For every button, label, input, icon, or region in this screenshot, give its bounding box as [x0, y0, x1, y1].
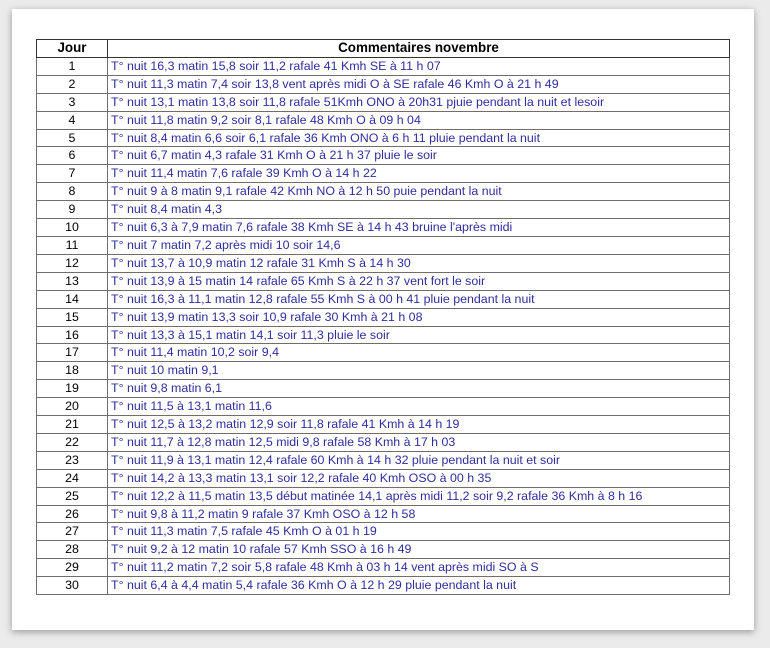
table-row [37, 93, 730, 111]
day-cell: 24 [37, 469, 108, 487]
comment-cell: T° nuit 13,1 matin 13,8 soir 11,8 rafale 51Kmh ONO à 20h31 pjuie pendant la nuit et lesoir [108, 93, 730, 111]
table-row [37, 165, 730, 183]
day-cell: 29 [37, 559, 108, 577]
comment-cell: T° nuit 6,4 à 4,4 matin 5,4 rafale 36 Kmh O à 12 h 29 pluie pendant la nuit [108, 577, 730, 595]
day-cell: 13 [37, 272, 108, 290]
table-row [37, 362, 730, 380]
table-body [37, 57, 730, 594]
comment-cell: T° nuit 6,7 matin 4,3 rafale 31 Kmh O à 21 h 37 pluie le soir [108, 147, 730, 165]
comment-cell: T° nuit 11,4 matin 7,6 rafale 39 Kmh O à 14 h 22 [108, 165, 730, 183]
day-cell: 18 [37, 362, 108, 380]
comment-cell: T° nuit 11,3 matin 7,5 rafale 45 Kmh O à 01 h 19 [108, 523, 730, 541]
day-cell: 19 [37, 380, 108, 398]
day-cell: 30 [37, 577, 108, 595]
day-cell: 6 [37, 147, 108, 165]
table-row [37, 577, 730, 595]
comment-cell: T° nuit 14,2 à 13,3 matin 13,1 soir 12,2 rafale 40 Kmh OSO à 00 h 35 [108, 469, 730, 487]
comment-cell: T° nuit 8,4 matin 6,6 soir 6,1 rafale 36 Kmh ONO à 6 h 11 pluie pendant la nuit [108, 129, 730, 147]
table-row [37, 129, 730, 147]
comment-cell: T° nuit 9,2 à 12 matin 10 rafale 57 Kmh SSO à 16 h 49 [108, 541, 730, 559]
table-row [37, 308, 730, 326]
day-cell: 1 [37, 57, 108, 75]
day-cell: 9 [37, 201, 108, 219]
day-cell: 3 [37, 93, 108, 111]
table-row [37, 201, 730, 219]
day-cell: 21 [37, 416, 108, 434]
day-cell: 17 [37, 344, 108, 362]
day-cell: 4 [37, 111, 108, 129]
weather-comments-table [36, 39, 730, 595]
comment-cell: T° nuit 13,9 matin 13,3 soir 10,9 rafale 30 Kmh à 21 h 08 [108, 308, 730, 326]
table-row [37, 254, 730, 272]
day-cell: 28 [37, 541, 108, 559]
table-row [37, 326, 730, 344]
table-row [37, 416, 730, 434]
comment-cell: T° nuit 11,2 matin 7,2 soir 5,8 rafale 48 Kmh à 03 h 14 vent après midi SO à S [108, 559, 730, 577]
table-row [37, 380, 730, 398]
comment-cell: T° nuit 9,8 matin 6,1 [108, 380, 730, 398]
day-cell: 20 [37, 398, 108, 416]
table-row [37, 398, 730, 416]
table-row [37, 541, 730, 559]
comment-cell: T° nuit 16,3 matin 15,8 soir 11,2 rafale 41 Kmh SE à 11 h 07 [108, 57, 730, 75]
table-row [37, 559, 730, 577]
day-cell: 26 [37, 505, 108, 523]
table-row [37, 75, 730, 93]
table-row [37, 451, 730, 469]
day-cell: 15 [37, 308, 108, 326]
day-cell: 11 [37, 236, 108, 254]
comment-cell: T° nuit 11,5 à 13,1 matin 11,6 [108, 398, 730, 416]
day-cell: 23 [37, 451, 108, 469]
comment-cell: T° nuit 9 à 8 matin 9,1 rafale 42 Kmh NO à 12 h 50 puie pendant la nuit [108, 183, 730, 201]
day-cell: 7 [37, 165, 108, 183]
comment-cell: T° nuit 9,8 à 11,2 matin 9 rafale 37 Kmh OSO à 12 h 58 [108, 505, 730, 523]
day-cell: 5 [37, 129, 108, 147]
comment-cell: T° nuit 7 matin 7,2 après midi 10 soir 14,6 [108, 236, 730, 254]
table-row [37, 236, 730, 254]
comment-cell: T° nuit 13,9 à 15 matin 14 rafale 65 Kmh S à 22 h 37 vent fort le soir [108, 272, 730, 290]
comment-cell: T° nuit 13,7 à 10,9 matin 12 rafale 31 Kmh S à 14 h 30 [108, 254, 730, 272]
comment-cell: T° nuit 11,9 à 13,1 matin 12,4 rafale 60 Kmh à 14 h 32 pluie pendant la nuit et soir [108, 451, 730, 469]
table-row [37, 505, 730, 523]
table-row [37, 111, 730, 129]
table-row [37, 469, 730, 487]
day-cell: 10 [37, 219, 108, 237]
table-row [37, 487, 730, 505]
comment-cell: T° nuit 13,3 à 15,1 matin 14,1 soir 11,3 pluie le soir [108, 326, 730, 344]
table-row [37, 183, 730, 201]
table-row [37, 433, 730, 451]
comment-cell: T° nuit 10 matin 9,1 [108, 362, 730, 380]
table-row [37, 290, 730, 308]
table-row [37, 219, 730, 237]
day-cell: 14 [37, 290, 108, 308]
day-cell: 27 [37, 523, 108, 541]
comment-cell: T° nuit 6,3 à 7,9 matin 7,6 rafale 38 Kmh SE à 14 h 43 bruine l'après midi [108, 219, 730, 237]
table-row [37, 523, 730, 541]
comment-cell: T° nuit 11,8 matin 9,2 soir 8,1 rafale 48 Kmh O à 09 h 04 [108, 111, 730, 129]
header-day: Jour [37, 40, 108, 58]
document-page [12, 9, 754, 630]
day-cell: 16 [37, 326, 108, 344]
comment-cell: T° nuit 11,4 matin 10,2 soir 9,4 [108, 344, 730, 362]
day-cell: 8 [37, 183, 108, 201]
comment-cell: T° nuit 11,3 matin 7,4 soir 13,8 vent après midi O à SE rafale 46 Kmh O à 21 h 49 [108, 75, 730, 93]
table-row [37, 57, 730, 75]
comment-cell: T° nuit 11,7 à 12,8 matin 12,5 midi 9,8 rafale 58 Kmh à 17 h 03 [108, 433, 730, 451]
comment-cell: T° nuit 12,2 à 11,5 matin 13,5 début matinée 14,1 après midi 11,2 soir 9,2 rafale 36 Kmh à 8 h 16 [108, 487, 730, 505]
table-row [37, 272, 730, 290]
day-cell: 2 [37, 75, 108, 93]
header-row [37, 40, 730, 58]
day-cell: 12 [37, 254, 108, 272]
comment-cell: T° nuit 16,3 à 11,1 matin 12,8 rafale 55 Kmh S à 00 h 41 pluie pendant la nuit [108, 290, 730, 308]
day-cell: 25 [37, 487, 108, 505]
comment-cell: T° nuit 8,4 matin 4,3 [108, 201, 730, 219]
comment-cell: T° nuit 12,5 à 13,2 matin 12,9 soir 11,8 rafale 41 Kmh à 14 h 19 [108, 416, 730, 434]
day-cell: 22 [37, 433, 108, 451]
table-row [37, 344, 730, 362]
table-row [37, 147, 730, 165]
header-comments: Commentaires novembre [108, 40, 730, 58]
